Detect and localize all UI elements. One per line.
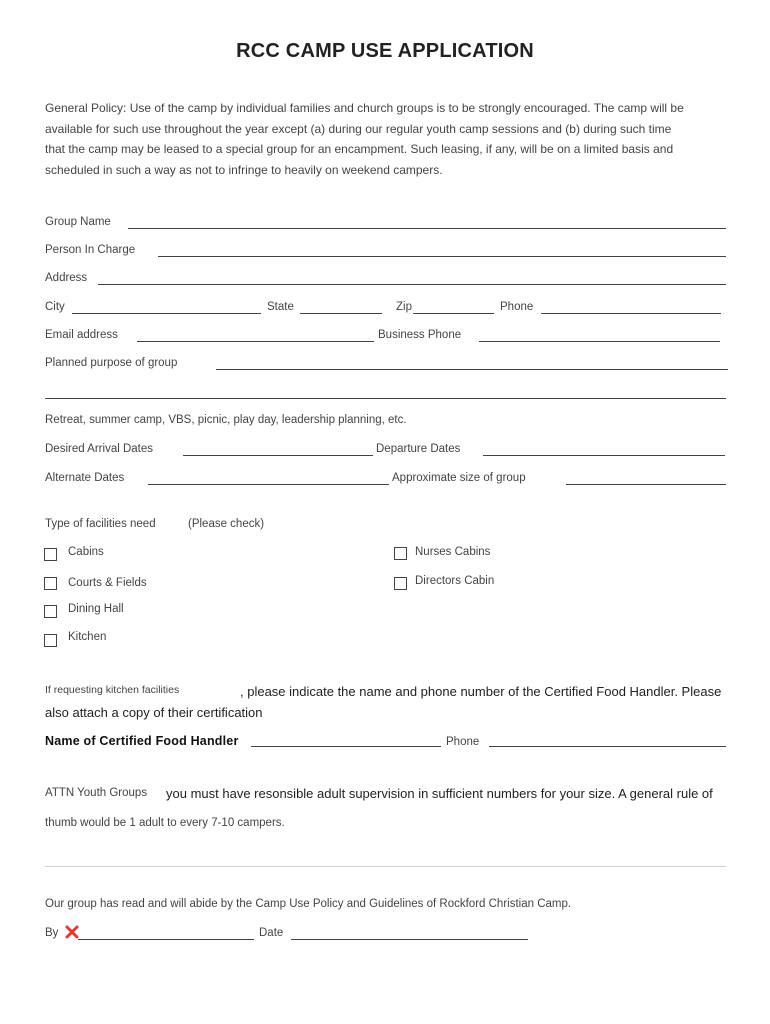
food-handler-field[interactable]	[251, 746, 441, 747]
departure-label: Departure Dates	[376, 443, 461, 455]
zip-field[interactable]	[413, 313, 494, 314]
purpose-hint: Retreat, summer camp, VBS, picnic, play day, leadership planning, etc.	[45, 414, 407, 426]
nurses-cabins-checkbox[interactable]	[394, 547, 407, 560]
courts-fields-label: Courts & Fields	[68, 577, 147, 589]
food-handler-phone-label: Phone	[446, 736, 480, 748]
person-in-charge-label: Person In Charge	[45, 244, 136, 256]
policy-line: that the camp may be leased to a special group for an encampment. Such leasing, if any, will be on a limited basis and	[45, 142, 674, 157]
dining-hall-label: Dining Hall	[68, 603, 124, 615]
cabins-label: Cabins	[68, 546, 104, 558]
kitchen-checkbox[interactable]	[44, 634, 57, 647]
group-name-label: Group Name	[45, 216, 111, 228]
date-field[interactable]	[291, 939, 528, 940]
by-label: By	[45, 927, 59, 939]
kitchen-note-prefix: If requesting kitchen facilities	[45, 684, 180, 696]
phone-label: Phone	[500, 301, 534, 313]
directors-cabin-checkbox[interactable]	[394, 577, 407, 590]
kitchen-note-text: , please indicate the name and phone number of the Certified Food Handler. Please	[240, 684, 722, 699]
state-field[interactable]	[300, 313, 382, 314]
approx-size-label: Approximate size of group	[392, 472, 526, 484]
kitchen-label: Kitchen	[68, 631, 107, 643]
departure-field[interactable]	[483, 455, 725, 456]
page-title: RCC CAMP USE APPLICATION	[236, 40, 534, 62]
kitchen-note-line2: also attach a copy of their certification	[45, 705, 263, 720]
email-field[interactable]	[137, 341, 374, 342]
city-label: City	[45, 301, 65, 313]
business-phone-field[interactable]	[479, 341, 720, 342]
planned-purpose-field-line2[interactable]	[45, 398, 726, 399]
state-label: State	[267, 301, 294, 313]
address-field[interactable]	[98, 284, 726, 285]
alternate-dates-label: Alternate Dates	[45, 472, 125, 484]
desired-arrival-label: Desired Arrival Dates	[45, 443, 154, 455]
desired-arrival-field[interactable]	[183, 455, 373, 456]
planned-purpose-label: Planned purpose of group	[45, 357, 178, 369]
zip-label: Zip	[396, 301, 412, 313]
food-handler-phone-field[interactable]	[489, 746, 726, 747]
policy-line: scheduled in such a way as not to infringe to heavily on weekend campers.	[45, 162, 443, 177]
signature-field[interactable]	[78, 939, 254, 940]
cabins-checkbox[interactable]	[44, 548, 57, 561]
group-name-field[interactable]	[128, 228, 726, 229]
courts-fields-checkbox[interactable]	[44, 577, 57, 590]
policy-line: available for such use throughout the year except (a) during our regular youth camp sessions and (b) during such time	[45, 121, 672, 136]
business-phone-label: Business Phone	[378, 329, 462, 341]
agreement-text: Our group has read and will abide by the Camp Use Policy and Guidelines of Rockford Christian Camp.	[45, 898, 572, 910]
attn-youth-label: ATTN Youth Groups	[45, 787, 148, 799]
directors-cabin-label: Directors Cabin	[415, 575, 495, 587]
email-label: Email address	[45, 329, 118, 341]
youth-supervision-text: you must have resonsible adult supervision in sufficient numbers for your size. A general rule of	[166, 786, 713, 801]
dining-hall-checkbox[interactable]	[44, 605, 57, 618]
general-policy	[45, 98, 705, 180]
date-label: Date	[259, 927, 284, 939]
person-in-charge-field[interactable]	[158, 256, 726, 257]
youth-rule-text: thumb would be 1 adult to every 7-10 campers.	[45, 817, 285, 829]
facilities-hint: (Please check)	[188, 518, 265, 530]
nurses-cabins-label: Nurses Cabins	[415, 546, 491, 558]
phone-field[interactable]	[541, 313, 721, 314]
approx-size-field[interactable]	[566, 484, 726, 485]
alternate-dates-field[interactable]	[148, 484, 389, 485]
facilities-label: Type of facilities need	[45, 518, 156, 530]
city-field[interactable]	[72, 313, 261, 314]
planned-purpose-field[interactable]	[216, 369, 728, 370]
x-mark-icon	[65, 925, 79, 939]
address-label: Address	[45, 272, 88, 284]
divider	[45, 866, 726, 867]
food-handler-label: Name of Certified Food Handler	[45, 734, 239, 748]
policy-line: General Policy: Use of the camp by individual families and church groups is to be strongly encouraged. The camp will be	[45, 101, 684, 115]
